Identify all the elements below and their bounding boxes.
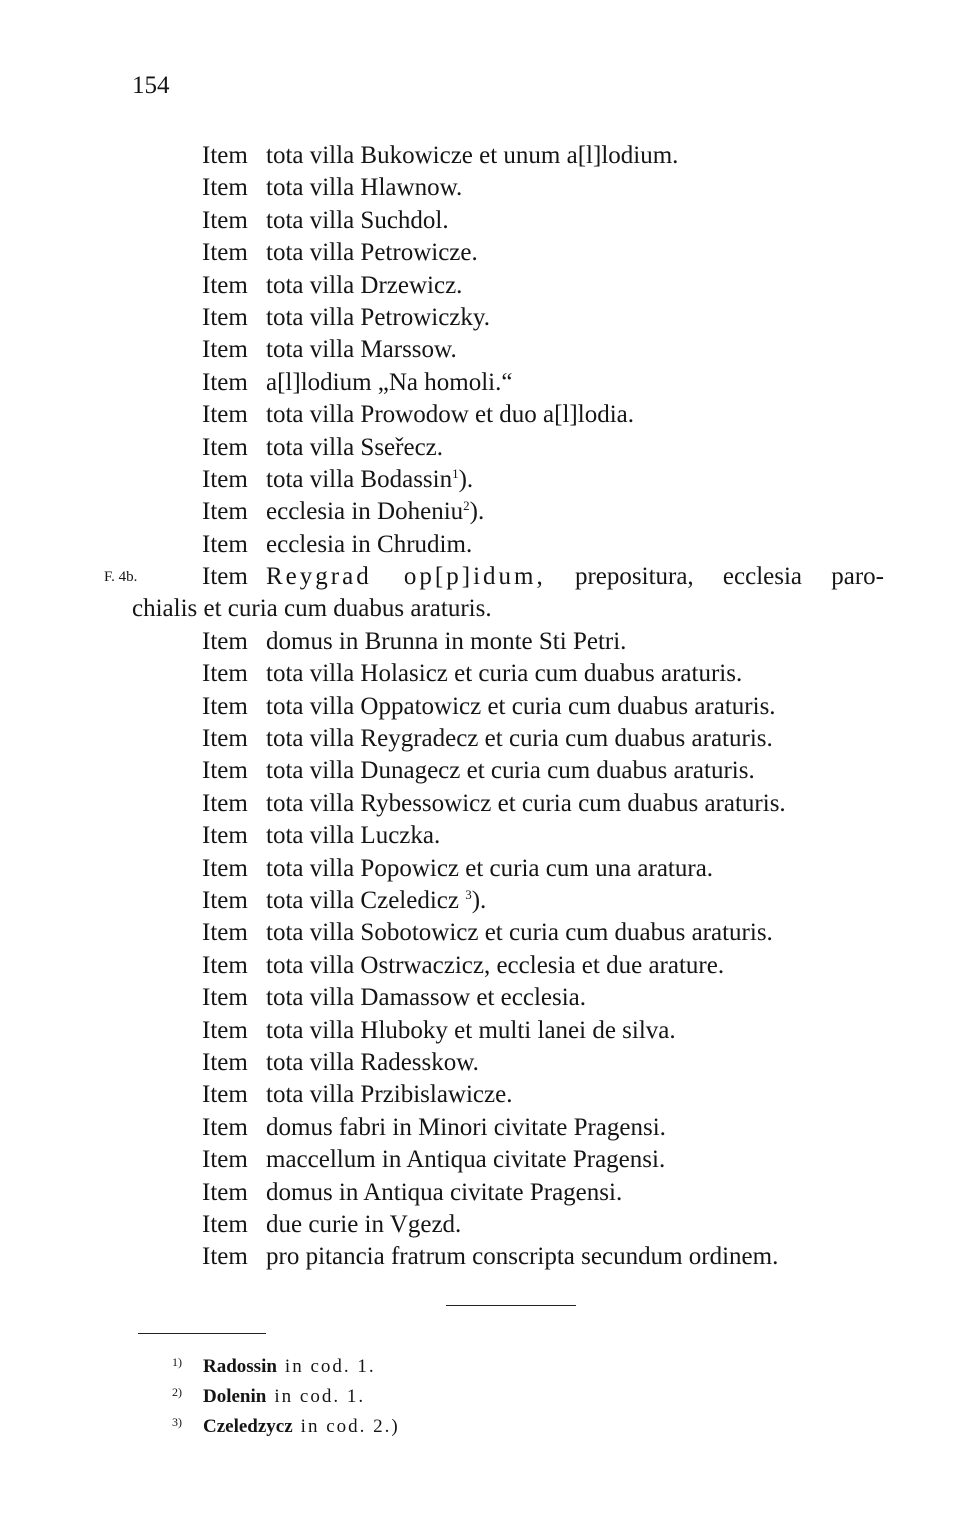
entry-body: chialis et curia cum duabus araturis. bbox=[132, 595, 492, 623]
entry-lead-word: Item bbox=[202, 401, 248, 429]
entry-text bbox=[266, 853, 713, 885]
entry-line bbox=[0, 270, 960, 302]
entry-text bbox=[266, 982, 586, 1014]
entry-body: tota villa Ostrwaczicz, ecclesia et due arature. bbox=[266, 951, 725, 979]
entry-text bbox=[266, 270, 462, 302]
entry-body: due curie in Vgezd. bbox=[266, 1210, 462, 1238]
entry-text bbox=[266, 788, 786, 820]
footnote bbox=[0, 1382, 960, 1412]
entry-lead-word: Item bbox=[202, 239, 248, 267]
entry-lead-word: Item bbox=[202, 660, 248, 688]
entry-text bbox=[266, 917, 773, 949]
entry-lead-word: Item bbox=[202, 271, 248, 299]
entry-line bbox=[0, 1015, 960, 1047]
entry-line bbox=[0, 399, 960, 431]
entry-text bbox=[266, 302, 490, 334]
entry-text bbox=[266, 1177, 622, 1209]
entry-lead-word: Item bbox=[202, 368, 248, 396]
entry-tail: ). bbox=[471, 886, 487, 914]
entry-text bbox=[266, 140, 678, 172]
entry-text bbox=[266, 172, 462, 204]
section-end-rule bbox=[446, 1305, 576, 1306]
entry-text bbox=[266, 1209, 461, 1241]
entry-body: tota villa Sobotowicz et curia cum duabus araturis. bbox=[266, 919, 773, 947]
entry-body: tota villa Holasicz et curia cum duabus araturis. bbox=[266, 660, 743, 688]
entry-lead-word: Item bbox=[202, 627, 248, 655]
entry-line bbox=[0, 561, 960, 593]
entry-lead-word: Item bbox=[202, 854, 248, 882]
entry-lead-word: Item bbox=[202, 433, 248, 461]
footnote bbox=[0, 1352, 960, 1382]
entry-text bbox=[132, 593, 492, 625]
footnote-reference: 3 bbox=[465, 886, 472, 902]
entry-line bbox=[0, 367, 960, 399]
footnote-list bbox=[0, 1352, 960, 1442]
entry-list bbox=[0, 140, 960, 1274]
entry-line bbox=[0, 1177, 960, 1209]
marginal-folio-note: F. 4b. bbox=[104, 569, 138, 586]
entry-body: domus in Antiqua civitate Pragensi. bbox=[266, 1178, 623, 1206]
entry-text bbox=[266, 885, 486, 917]
footnote-source: in cod. 2.) bbox=[300, 1416, 400, 1437]
entry-text bbox=[266, 432, 443, 464]
entry-line bbox=[0, 853, 960, 885]
footnote-variant bbox=[203, 1412, 400, 1442]
entry-text bbox=[266, 399, 634, 431]
entry-line bbox=[0, 788, 960, 820]
footnote-variant bbox=[203, 1382, 365, 1412]
spaced-place-name: Reygrad op[p]idum, bbox=[266, 563, 546, 591]
footnote-variant-text: Dolenin bbox=[203, 1386, 267, 1407]
entry-body: tota villa Hlawnow. bbox=[266, 174, 463, 202]
entry-lead-word: Item bbox=[202, 1016, 248, 1044]
entry-line bbox=[0, 237, 960, 269]
entry-text bbox=[266, 626, 626, 658]
entry-line bbox=[0, 140, 960, 172]
entry-line bbox=[0, 1209, 960, 1241]
entry-text bbox=[266, 755, 755, 787]
footnote-source: in cod. 1. bbox=[284, 1356, 376, 1377]
entry-line bbox=[0, 626, 960, 658]
footnote-source: in cod. 1. bbox=[274, 1386, 366, 1407]
entry-text bbox=[266, 658, 742, 690]
entry-line bbox=[0, 302, 960, 334]
entry-line bbox=[0, 432, 960, 464]
entry-body: tota villa Przibislawicze. bbox=[266, 1081, 513, 1109]
entry-lead-word: Item bbox=[202, 789, 248, 817]
entry-body: a[l]lodium „Na homoli.“ bbox=[266, 368, 513, 396]
entry-line bbox=[0, 982, 960, 1014]
entry-text bbox=[266, 464, 473, 496]
entry-text bbox=[266, 334, 457, 366]
entry-lead-word: Item bbox=[202, 886, 248, 914]
entry-line bbox=[0, 464, 960, 496]
entry-text bbox=[266, 1047, 479, 1079]
entry-lead-word: Item bbox=[202, 692, 248, 720]
entry-tail: ). bbox=[458, 465, 474, 493]
footnote-reference: 2 bbox=[463, 498, 470, 514]
entry-lead-word: Item bbox=[202, 919, 248, 947]
entry-text bbox=[266, 691, 776, 723]
entry-text bbox=[266, 367, 512, 399]
entry-body: tota villa Bukowicze et unum a[l]lodium. bbox=[266, 142, 679, 169]
entry-body: tota villa Radesskow. bbox=[266, 1048, 479, 1076]
entry-text bbox=[266, 1015, 676, 1047]
entry-line bbox=[0, 917, 960, 949]
entry-lead-word: Item bbox=[202, 1146, 248, 1174]
entry-lead-word: Item bbox=[202, 1178, 248, 1206]
entry-text bbox=[266, 723, 773, 755]
entry-text bbox=[266, 496, 484, 528]
entry-body: pro pitancia fratrum conscripta secundum ordinem. bbox=[266, 1243, 779, 1271]
footnote-separator bbox=[138, 1333, 266, 1334]
entry-tail: ). bbox=[469, 498, 485, 526]
entry-body: tota villa Czeledicz bbox=[266, 886, 466, 914]
entry-line bbox=[0, 691, 960, 723]
footnote bbox=[0, 1412, 960, 1442]
entry-lead-word: Item bbox=[202, 822, 248, 850]
entry-text bbox=[266, 561, 884, 593]
entry-text bbox=[266, 529, 472, 561]
entry-text bbox=[266, 1112, 666, 1144]
entry-body: tota villa Bodassin bbox=[266, 465, 453, 493]
entry-body: tota villa Oppatowicz et curia cum duabus araturis. bbox=[266, 692, 776, 720]
entry-lead-word: Item bbox=[202, 530, 248, 558]
entry-lead-word: Item bbox=[202, 142, 248, 169]
entry-line bbox=[0, 1079, 960, 1111]
entry-line bbox=[0, 593, 960, 625]
entry-lead-word: Item bbox=[202, 465, 248, 493]
entry-lead-word: Item bbox=[202, 984, 248, 1012]
entry-body: tota villa Reygradecz et curia cum duabus araturis. bbox=[266, 725, 773, 753]
entry-text bbox=[266, 1241, 778, 1273]
entry-lead-word: Item bbox=[202, 725, 248, 753]
entry-body: tota villa Marssow. bbox=[266, 336, 457, 364]
entry-text bbox=[266, 237, 478, 269]
footnote-mark: 2) bbox=[172, 1385, 182, 1399]
entry-line bbox=[0, 950, 960, 982]
entry-lead-word: Item bbox=[202, 174, 248, 202]
entry-line bbox=[0, 658, 960, 690]
entry-line bbox=[0, 820, 960, 852]
entry-body: tota villa Drzewicz. bbox=[266, 271, 463, 299]
entry-lead-word: Item bbox=[202, 303, 248, 331]
entry-lead-word: Item bbox=[202, 1113, 248, 1141]
footnote-mark: 1) bbox=[172, 1355, 182, 1369]
entry-line bbox=[0, 755, 960, 787]
entry-lead-word: Item bbox=[202, 951, 248, 979]
entry-body: tota villa Sseřecz. bbox=[266, 433, 444, 461]
entry-body: tota villa Luczka. bbox=[266, 822, 441, 850]
entry-body: domus fabri in Minori civitate Pragensi. bbox=[266, 1113, 666, 1141]
entry-text bbox=[266, 950, 724, 982]
footnote-variant-text: Radossin bbox=[203, 1356, 277, 1377]
entry-body: tota villa Dunagecz et curia cum duabus araturis. bbox=[266, 757, 755, 785]
entry-lead-word: Item bbox=[202, 1210, 248, 1238]
footnote-variant bbox=[203, 1352, 376, 1382]
entry-body: tota villa Damassow et ecclesia. bbox=[266, 984, 587, 1012]
entry-line bbox=[0, 1144, 960, 1176]
entry-text bbox=[266, 1079, 512, 1111]
entry-line bbox=[0, 1112, 960, 1144]
entry-line bbox=[0, 496, 960, 528]
entry-body: tota villa Suchdol. bbox=[266, 206, 449, 234]
entry-lead-word: Item bbox=[202, 1081, 248, 1109]
entry-body: ecclesia in Doheniu bbox=[266, 498, 464, 526]
entry-lead-word: Item bbox=[202, 206, 248, 234]
entry-body: tota villa Hluboky et multi lanei de silva. bbox=[266, 1016, 676, 1044]
entry-body: domus in Brunna in monte Sti Petri. bbox=[266, 627, 627, 655]
entry-body: maccellum in Antiqua civitate Pragensi. bbox=[266, 1146, 666, 1174]
footnote-variant-text: Czeledzycz bbox=[203, 1416, 293, 1437]
entry-line bbox=[0, 723, 960, 755]
entry-body: ecclesia in Chrudim. bbox=[266, 530, 473, 558]
entry-lead-word: Item bbox=[202, 757, 248, 785]
entry-line bbox=[0, 205, 960, 237]
entry-body: tota villa Popowicz et curia cum una aratura. bbox=[266, 854, 714, 882]
entry-lead-word: Item bbox=[202, 1048, 248, 1076]
entry-line bbox=[0, 529, 960, 561]
entry-text bbox=[266, 205, 449, 237]
page-number: 154 bbox=[132, 72, 170, 99]
entry-lead-word: Item bbox=[202, 336, 248, 364]
entry-body: tota villa Prowodow et duo a[l]lodia. bbox=[266, 401, 634, 429]
entry-lead-word: Item bbox=[202, 1243, 248, 1271]
entry-body: tota villa Petrowiczky. bbox=[266, 303, 491, 331]
entry-body: tota villa Petrowicze. bbox=[266, 239, 478, 267]
entry-line bbox=[0, 1047, 960, 1079]
entry-line bbox=[0, 1241, 960, 1273]
footnote-mark: 3) bbox=[172, 1415, 182, 1429]
entry-text bbox=[266, 1144, 665, 1176]
entry-line bbox=[0, 172, 960, 204]
entry-lead-word: Item bbox=[202, 498, 248, 526]
entry-text bbox=[266, 820, 440, 852]
entry-line bbox=[0, 334, 960, 366]
entry-body: prepositura, ecclesia paro- bbox=[545, 563, 885, 591]
footnote-reference: 1 bbox=[452, 465, 459, 481]
entry-body: tota villa Rybessowicz et curia cum duabus araturis. bbox=[266, 789, 786, 817]
entry-line bbox=[0, 885, 960, 917]
entry-lead-word: Item bbox=[202, 563, 248, 591]
